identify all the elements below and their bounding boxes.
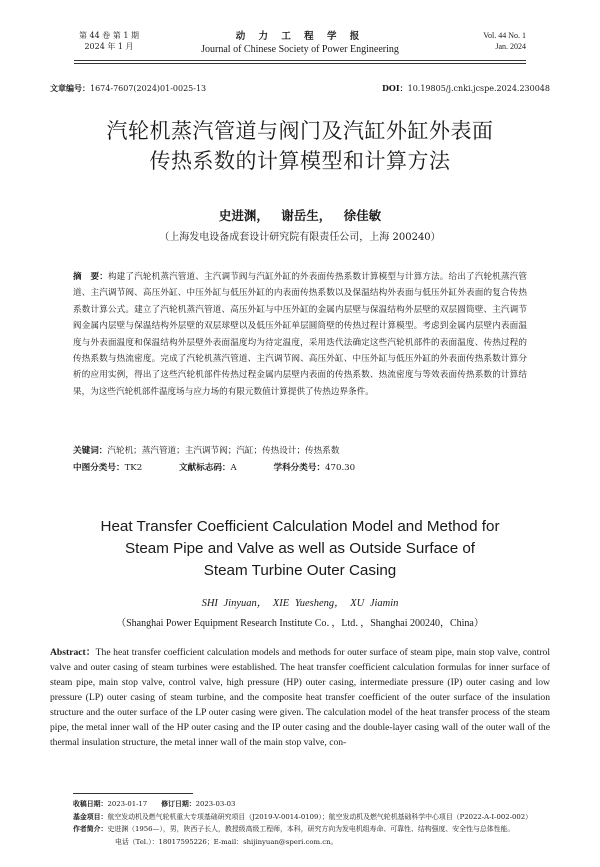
- abstract-cn-label: 摘 要：: [73, 272, 108, 282]
- title-cn: [40, 116, 560, 176]
- abstract-en: [50, 645, 550, 750]
- doi-value[interactable]: 10.19805/j.cnki.jcspe.2024.230048: [407, 84, 550, 93]
- title-en-line-3: Steam Turbine Outer Casing: [203, 562, 397, 579]
- title-en-line-1: Heat Transfer Coefficient Calculation Model and Method for: [100, 518, 500, 535]
- revised-label: 修订日期：: [161, 800, 196, 808]
- header-volume-en: [483, 30, 526, 52]
- clc-value: TK2: [124, 463, 143, 473]
- journal-name-cn: 动 力 工 程 学 报: [235, 31, 365, 42]
- footnote-rule: [73, 793, 193, 794]
- abstract-cn: [73, 269, 527, 400]
- author-bio-label: 作者简介：: [73, 825, 108, 833]
- title-en: [40, 516, 560, 582]
- doc-code-value: A: [230, 463, 237, 473]
- doi: [382, 82, 550, 95]
- fund-label: 基金项目：: [73, 812, 108, 821]
- author-contact: 电话（Tel.）：18017595226；E-mail：shijinyuan@speri.com.cn。: [115, 837, 338, 846]
- footnote-dates: [73, 798, 550, 811]
- title-cn-line-1: 汽轮机蒸汽管道与阀门及汽缸外缸外表面: [106, 119, 494, 143]
- journal-name-en: Journal of Chinese Society of Power Engineering: [201, 44, 399, 55]
- article-identifiers: [50, 82, 550, 94]
- title-cn-line-2: 传热系数的计算模型和计算方法: [149, 149, 451, 173]
- author-bio-value: 史进渊（1956—），男，陕西子长人，教授级高级工程师，本科，研究方向为发电机组寿命、可靠性、结构强度、安全性与总体性能。: [107, 825, 515, 833]
- authors-cn: 史进渊， 谢岳生， 徐佳敏: [218, 208, 382, 223]
- running-header: [74, 30, 526, 60]
- document-code: [179, 461, 237, 475]
- abstract-en-label: Abstract：: [50, 647, 96, 658]
- received-label: 收稿日期：: [73, 800, 108, 808]
- affiliation-cn: （上海发电设备成套设计研究院有限责任公司，上海 200240）: [159, 232, 441, 243]
- keywords-cn: [73, 444, 527, 458]
- abstract-cn-text: 构建了汽轮机蒸汽管道、主汽调节阀与汽缸外缸的外表面传热系数计算模型与计算方法。给出了汽轮机蒸汽管道、主汽调节阀、高压外缸、中压外缸与低压外缸的内表面传热系数以及保温结构外表面与低压外缸外表面的复合传热系数计算公式。建立了汽轮机蒸汽管道、高压外缸与中压外缸的金属内层壁与保温结构外层壁的双层圆筒壁、主汽调节阀金属内层壁与保温结构外层壁的双层球壁以及低压外缸单层圆筒壁的传热过程计算模型。考虑到金属内层壁内表面温度与外表面温度和保温结构外层壁外表面温度均为待定温度，采用迭代法确定这些汽轮机部件的表面温度、传热过程的传热系数与热流密度。完成了汽轮机蒸汽管道、主汽调节阀、高压外缸、中压外缸与低压外缸的外表面传热系数计算分析的应用实例，得出了这些汽轮机部件传热过程金属内层壁内表面的传热系数、热流密度与等效表面传热系数的计算结果，为这些汽轮机部件温度场与应力场的有限元数值计算提供了传热边界条件。: [73, 272, 527, 397]
- article-number-value: 1674-7607(2024)01-0025-13: [90, 84, 207, 93]
- doc-code-label: 文献标志码：: [178, 463, 231, 473]
- clc-label: 中图分类号：: [73, 463, 125, 473]
- title-en-line-2: Steam Pipe and Valve as well as Outside Surface of: [124, 540, 476, 557]
- header-vol-cn: 第 44 卷 第 1 期: [79, 31, 139, 40]
- header-date-cn: 2024 年 1 月: [84, 42, 134, 51]
- footnotes: [73, 798, 550, 848]
- article-number: [50, 82, 206, 95]
- subject-code: [273, 461, 355, 475]
- abstract-en-text: The heat transfer coefficient calculation models and methods for outer surface of steam pipe, main stop valve, control valve and outer casing of steam turbines were established. The heat transfer coefficient calculation formulas for inner surface of steam pipe, main stop valve, control valve, high pressure (HP) outer casing, intermediate pressure (IP) outer casing and low pressure (LP) outer casing of steam turbine, and the composite heat transfer coefficient of the outer surface of the insulation structure and the outer surface of the LP outer casing were given. The calculation model of the heat transfer process of the steam pipe, the metal inner wall of the HP outer casing and the IP outer casing and the double-layer casing wall of the outer wall of the thermal insulation structure, the metal inner wall of the main stop valve, con-: [50, 647, 550, 748]
- authors-en: SHI Jinyuan， XIE Yuesheng， XU Jiamin: [201, 598, 399, 609]
- subject-code-value: 470.30: [325, 463, 356, 473]
- classification-line: [73, 461, 527, 475]
- header-journal: [74, 30, 526, 56]
- affiliation-en: （Shanghai Power Equipment Research Institute Co．，Ltd．，Shanghai 200240，China）: [116, 618, 484, 629]
- clc-number: [73, 461, 142, 475]
- header-date-en: Jan. 2024: [495, 42, 526, 51]
- received-value: 2023-01-17: [107, 800, 148, 808]
- keywords-cn-label: 关键词：: [73, 446, 108, 456]
- header-vol-en: Vol. 44 No. 1: [483, 31, 526, 40]
- footnote-contact: [73, 836, 550, 849]
- header-rule-thick: [74, 60, 526, 61]
- fund-value: 航空发动机及燃气轮机重大专项基础研究项目（J2019-V-0014-0109）；航空发动机及燃气轮机基础科学中心项目（P2022-A-I-002-002）: [107, 812, 532, 821]
- footnote-author: [73, 823, 550, 836]
- doi-label: DOI：: [381, 83, 408, 93]
- subject-code-label: 学科分类号：: [273, 463, 326, 473]
- footnote-fund: [73, 811, 550, 824]
- keywords-cn-text: 汽轮机；蒸汽管道；主汽调节阀；汽缸；传热设计；传热系数: [107, 446, 340, 456]
- header-rule-thin: [74, 63, 526, 64]
- article-number-label: 文章编号：: [50, 83, 90, 93]
- revised-value: 2023-03-03: [195, 800, 236, 808]
